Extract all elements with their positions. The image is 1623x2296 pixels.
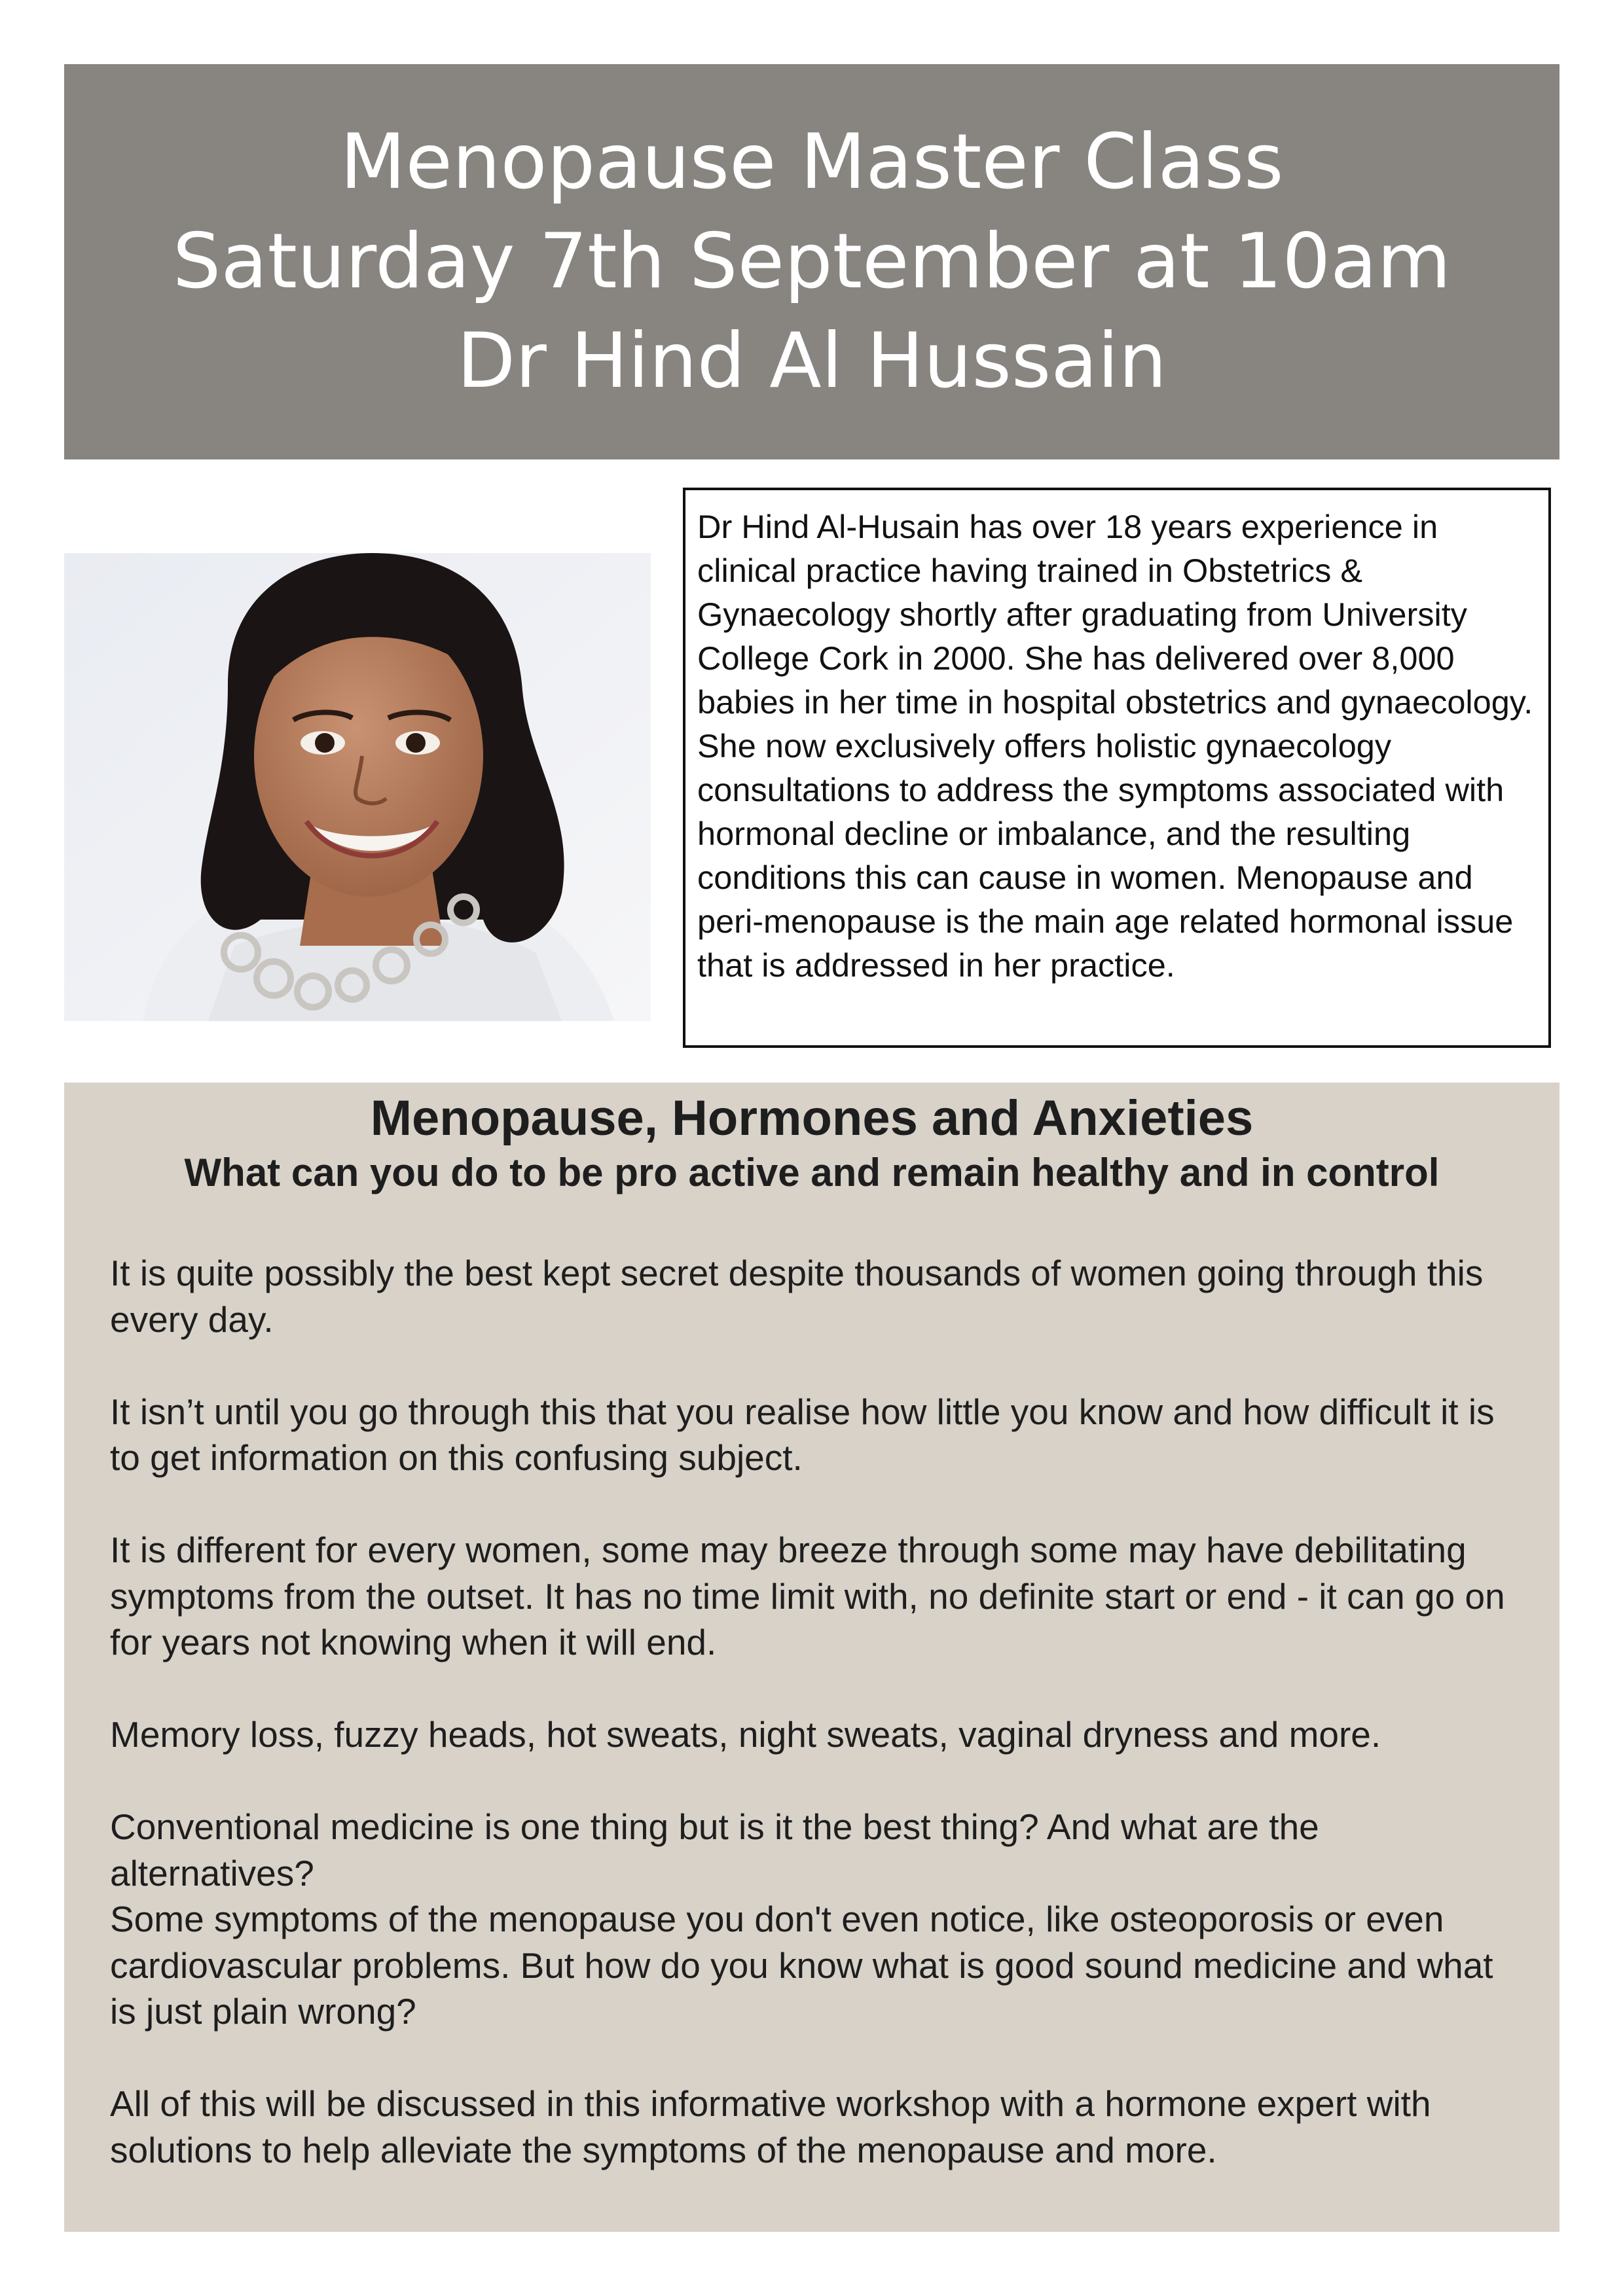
paragraph: It is quite possibly the best kept secret despite thousands of women going through this every day. (110, 1253, 1484, 1340)
paragraph: It isn’t until you go through this that you realise how little you know and how difficult it is to get information on this confusing subject. (110, 1391, 1495, 1478)
speaker-photo (64, 553, 651, 1021)
paragraph: Memory loss, fuzzy heads, hot sweats, night sweats, vaginal dryness and more. (110, 1714, 1381, 1755)
speaker-name: Dr Hind Al Hussain (456, 317, 1167, 405)
section-body (64, 1198, 1559, 2173)
speaker-bio: Dr Hind Al-Husain has over 18 years experience in clinical practice having trained in Obstetrics & Gynaecology shortly after graduating from University College Cork in 2000. She has delivered over 8,000 babies in her time in hospital obstetrics and gynaecology. She now exclusively offers holistic gynaecology consultations to address the symptoms associated with hormonal decline or imbalance, and the resulting conditions this can cause in women. Menopause and peri-menopause is the main age related hormonal issue that is addressed in her practice. (697, 508, 1533, 984)
event-title: Menopause Master Class (340, 118, 1284, 206)
speaker-bio-box (683, 488, 1551, 1048)
paragraph: All of this will be discussed in this informative workshop with a hormone expert with solutions to help alleviate the symptoms of the menopause and more. (110, 2083, 1431, 2170)
section-subtitle: What can you do to be pro active and remain healthy and in control (184, 1151, 1440, 1194)
workshop-info-panel (64, 1083, 1559, 2232)
event-date: Saturday 7th September at 10am (172, 217, 1451, 306)
paragraph: It is different for every women, some may breeze through some may have debilitating symptoms from the outset. It has no time limit with, no definite start or end - it can go on for years not knowing when it will end. (110, 1530, 1505, 1662)
paragraph: Some symptoms of the menopause you don't even notice, like osteoporosis or even cardiovascular problems. But how do you know what is good sound medicine and what is just plain wrong? (110, 1899, 1493, 2032)
paragraph: Conventional medicine is one thing but is it the best thing? And what are the alternatives? (110, 1806, 1319, 1893)
event-header (64, 64, 1559, 459)
section-title: Menopause, Hormones and Anxieties (370, 1090, 1254, 1146)
